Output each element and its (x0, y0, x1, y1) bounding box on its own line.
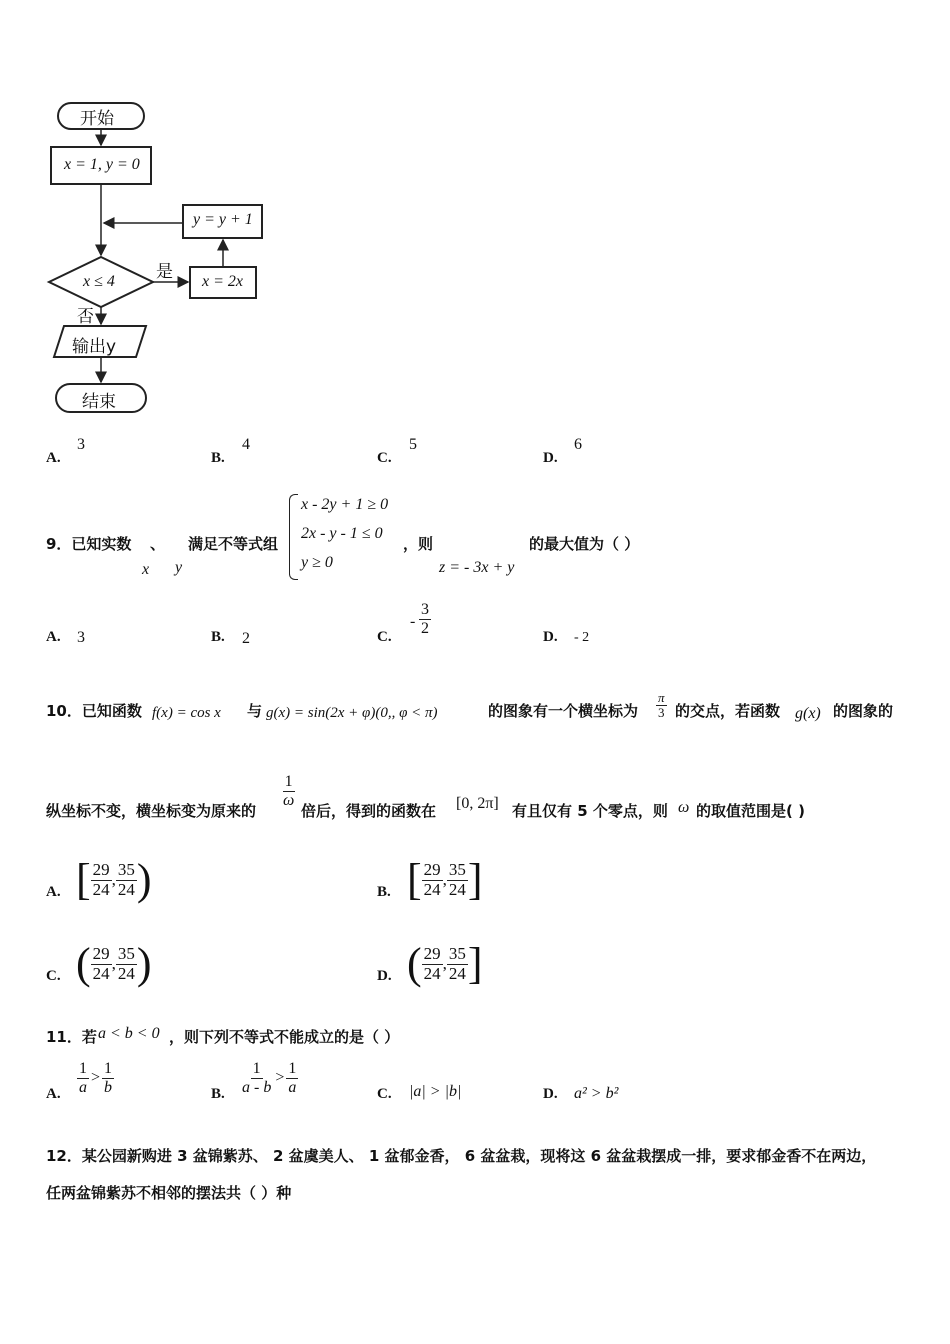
q10-option-a-left: [ (76, 855, 91, 904)
q9-option-c-sign: - (410, 613, 416, 630)
q11-option-a-lden: a (79, 1078, 87, 1096)
q10-option-c-frac2 (116, 945, 137, 983)
q11-option-a-label: A. (46, 1086, 61, 1102)
flow-start-label: 开始 (80, 109, 114, 129)
flow-update-x-label: x = 2x (202, 273, 243, 290)
q11-text-1: 11．若 (46, 1028, 97, 1046)
q10-option-d-frac1-num: 29 (423, 943, 441, 963)
q11-option-a-lfrac (77, 1060, 89, 1096)
q10-option-d-frac2-num: 35 (448, 943, 466, 963)
q10-option-d-frac2 (447, 945, 468, 983)
q10-line2-text-1: 纵坐标不变，横坐标变为原来的 (46, 802, 257, 820)
q10-text-1: 10．已知函数 (46, 702, 142, 720)
q10-omega: ω (678, 799, 690, 816)
q8-option-c-value: 5 (409, 436, 417, 453)
q10-option-a-frac2 (116, 861, 137, 899)
q9-option-c-fraction (419, 601, 431, 637)
q9-text-4: 的最大值为（ ） (529, 535, 640, 553)
q9-option-d-value: - 2 (574, 630, 590, 645)
q10-option-a-frac2-num: 35 (117, 859, 135, 879)
q12-line-2: 任两盆锦紫苏不相邻的摆法共（ ）种 (46, 1184, 292, 1202)
q9-text-sep: 、 (150, 535, 166, 553)
q10-option-a-frac1-num: 29 (92, 859, 110, 879)
q11-option-a-rden: b (104, 1078, 113, 1096)
q11-option-a-op: > (91, 1069, 101, 1087)
q10-option-b-left: [ (407, 855, 422, 904)
q10-option-d-left: ( (407, 939, 422, 988)
q9-var-x: x (142, 561, 150, 578)
q10-option-b-label: B. (377, 884, 391, 900)
q10-f: f(x) = cos x (152, 705, 221, 721)
q11-option-b-lnum: 1 (252, 1060, 261, 1077)
q11-option-c-label: C. (377, 1086, 392, 1102)
q11-option-b-label: B. (211, 1086, 225, 1102)
q10-option-d-comma: , (442, 954, 447, 973)
q10-option-b-frac2-num: 35 (448, 859, 466, 879)
q10-option-b-comma: , (442, 870, 447, 889)
q11-option-c-expr: |a| > |b| (409, 1083, 462, 1100)
q8-option-b-label: B. (211, 450, 225, 466)
q11-condition: a < b < 0 (98, 1025, 160, 1042)
q10-option-a-frac1-den: 24 (92, 879, 110, 899)
flow-output-label: 输出y (72, 337, 117, 357)
q9-text-2: 满足不等式组 (188, 535, 279, 553)
q11-option-b-lfrac (240, 1060, 273, 1096)
q10-option-b-frac2-den: 24 (448, 879, 466, 899)
q8-option-d-label: D. (543, 450, 558, 466)
q10-option-b-frac1-den: 24 (423, 879, 441, 899)
q10-option-c-frac1-den: 24 (92, 963, 110, 983)
q9-option-b-label: B. (211, 629, 225, 645)
flow-yes-label: 是 (156, 262, 173, 282)
q11-option-b-rnum: 1 (288, 1060, 297, 1077)
q9-objective: z = - 3x + y (439, 559, 515, 576)
q10-line2-text-3: 有且仅有 5 个零点，则 (512, 802, 668, 820)
q10-option-d-label: D. (377, 968, 392, 984)
q10-option-b-frac2 (447, 861, 468, 899)
q10-option-c-comma: , (111, 954, 116, 973)
q11-option-a-lnum: 1 (79, 1060, 87, 1077)
q8-option-b-value: 4 (242, 436, 250, 453)
q9-option-b-value: 2 (242, 630, 250, 647)
q11-option-b-op: > (275, 1069, 285, 1087)
q11-option-b-lden: a - b (242, 1078, 272, 1096)
q10-option-a-label: A. (46, 884, 61, 900)
q10-option-d-interval (407, 939, 483, 989)
q9-ineq-1: x - 2y + 1 ≥ 0 (301, 496, 389, 513)
flow-init-label: x = 1, y = 0 (64, 156, 140, 173)
q10-option-a-frac2-den: 24 (117, 879, 135, 899)
q8-option-a-value: 3 (77, 436, 85, 453)
q8-option-d-value: 6 (574, 436, 582, 453)
q9-option-a-label: A. (46, 629, 61, 645)
q8-option-a-label: A. (46, 450, 61, 466)
q10-option-b-interval (407, 855, 483, 905)
q10-option-a-comma: , (111, 870, 116, 889)
q10-option-c-frac2-den: 24 (117, 963, 135, 983)
q10-pi-num: π (658, 690, 665, 705)
q10-option-c-interval (76, 939, 152, 989)
q9-var-y: y (175, 559, 183, 576)
q10-g: g(x) = sin(2x + φ)(0,, φ < π) (266, 705, 438, 721)
flow-no-label: 否 (77, 307, 94, 327)
flow-end-label: 结束 (82, 392, 116, 412)
q10-option-c-frac1 (91, 945, 112, 983)
q10-option-a-right: ) (136, 855, 152, 904)
q10-option-c-left: ( (76, 939, 91, 988)
q12-line-1: 12．某公园新购进 3 盆锦紫苏、 2 盆虞美人、 1 盆郁金香， 6 盆盆栽，现将这 6 盆盆栽摆成一排，要求郁金香不在两边， (46, 1147, 877, 1165)
q9-option-d-label: D. (543, 629, 558, 645)
q9-option-c-label: C. (377, 629, 392, 645)
q11-option-a-expr (77, 1060, 114, 1096)
q9-option-a-value: 3 (77, 629, 85, 646)
q10-interval: [0, 2π] (456, 795, 499, 812)
q11-option-b-rfrac (286, 1060, 298, 1096)
q10-text-5: 的图象的 (833, 702, 894, 720)
q10-gx: g(x) (795, 705, 821, 722)
flow-update-y-label: y = y + 1 (193, 211, 253, 228)
q9-ineq-2: 2x - y - 1 ≤ 0 (301, 525, 383, 542)
q11-option-b-rden: a (288, 1078, 297, 1096)
q10-option-c-frac1-num: 29 (92, 943, 110, 963)
q10-text-3: 的图象有一个横坐标为 (488, 702, 639, 720)
q10-option-a-frac1 (91, 861, 112, 899)
q9-system-brace (289, 494, 298, 580)
q11-option-a-rnum: 1 (104, 1060, 113, 1077)
q10-pi-fraction (656, 691, 667, 721)
q11-option-b-expr (240, 1060, 298, 1096)
q10-option-a-interval (76, 855, 152, 905)
q10-line2-text-2: 倍后，得到的函数在 (301, 802, 437, 820)
q11-option-d-expr: a² > b² (574, 1085, 619, 1102)
q10-omega-den: ω (283, 791, 295, 809)
q9-text-3: ，则 (403, 535, 434, 553)
q9-ineq-3: y ≥ 0 (301, 554, 333, 571)
q10-option-b-frac1-num: 29 (423, 859, 441, 879)
q10-text-4: 的交点，若函数 (675, 702, 781, 720)
q11-text-2: ，则下列不等式不能成立的是（ ） (169, 1028, 400, 1046)
q9-text-1: 9．已知实数 (46, 535, 132, 553)
q11-option-d-label: D. (543, 1086, 558, 1102)
q10-option-d-frac1-den: 24 (423, 963, 441, 983)
q10-text-2: 与 (247, 702, 263, 720)
q9-option-c-den: 2 (421, 619, 429, 637)
q10-line2-text-4: 的取值范围是( ) (696, 802, 805, 820)
q10-option-c-label: C. (46, 968, 61, 984)
q10-option-c-frac2-num: 35 (117, 943, 135, 963)
q10-pi-den: 3 (658, 705, 665, 721)
q9-option-c-num: 3 (421, 601, 429, 618)
q10-option-b-right: ] (467, 855, 483, 904)
flow-condition-label: x ≤ 4 (83, 273, 115, 290)
q10-option-c-right: ) (136, 939, 152, 988)
q10-option-d-right: ] (467, 939, 483, 988)
q10-omega-fraction (281, 773, 296, 809)
q8-option-c-label: C. (377, 450, 392, 466)
q10-option-b-frac1 (422, 861, 443, 899)
q10-omega-num: 1 (284, 773, 293, 790)
q10-option-d-frac2-den: 24 (448, 963, 466, 983)
q10-option-d-frac1 (422, 945, 443, 983)
q11-option-a-rfrac (102, 1060, 114, 1096)
